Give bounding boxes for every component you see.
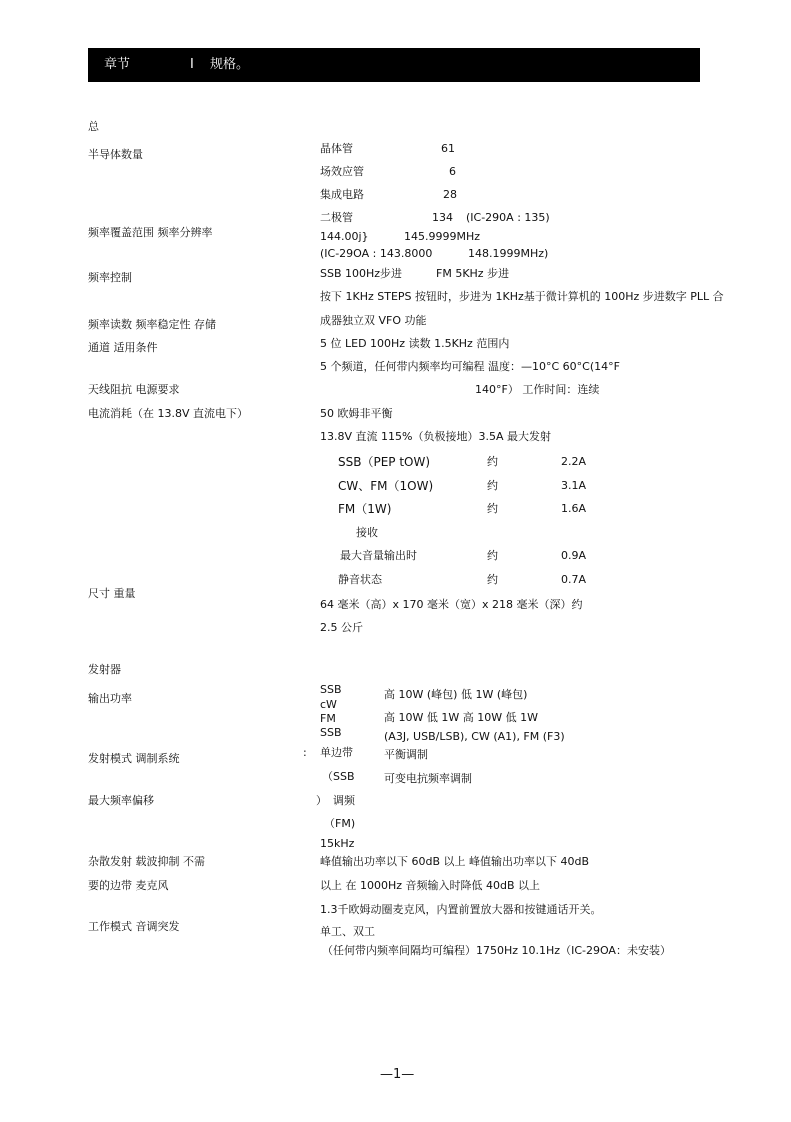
spurious-text: 峰值输出功率以下 60dB 以上 峰值输出功率以下 40dB — [320, 855, 590, 868]
current-squelch-approx: 约 — [487, 573, 498, 586]
steps-line-1: 按下 1KHz STEPS 按钮时，步进为 1KHz基于微计算机的 100Hz 步进数字 PLL 合 — [320, 290, 724, 303]
semi-fet-label: 场效应管 — [320, 165, 364, 178]
chapter-header-bar — [88, 48, 700, 82]
current-cwfm-value: 3.1A — [561, 479, 587, 492]
channels-line-1: 5 个频道，任何带内频率均可编程 温度：—10°C 60°C(14°F — [320, 360, 620, 373]
power-requirement: 13.8V 直流 115%（负极接地）3.5A 最大发射 — [320, 430, 551, 443]
current-receive-label: 接收 — [356, 526, 378, 539]
mode-ssb-value: (A3J, USB/LSB), CW (A1), FM (F3) — [384, 730, 565, 743]
current-ssb-label: SSB（PEP tOW) — [338, 455, 431, 469]
current-ssb-value: 2.2A — [561, 455, 587, 468]
label-freq-readout: 频率读数 频率稳定性 存储 — [88, 318, 216, 331]
mode-sideband-label: 单边带 — [320, 746, 353, 759]
tone-burst-text: （任何带内频率间隔均可编程）1750Hz 10.1Hz（IC-29OA：未安装） — [322, 944, 671, 957]
current-maxaudio-label: 最大音量输出时 — [340, 549, 417, 562]
mode-fm-mod-value: 可变电抗频率调制 — [384, 772, 472, 785]
current-fm-approx: 约 — [487, 502, 498, 515]
chapter-title: 规格。 — [210, 57, 250, 72]
general-heading: 总 — [88, 120, 99, 133]
current-squelch-value: 0.7A — [561, 573, 587, 586]
label-dimensions: 尺寸 重量 — [88, 587, 136, 600]
label-unwanted-sideband: 要的边带 麦克风 — [88, 879, 169, 892]
semi-diode-value: 134 — [432, 211, 453, 224]
semi-diode-label: 二极管 — [320, 211, 353, 224]
label-current-drain: 电流消耗（在 13.8V 直流电下） — [88, 407, 249, 420]
semi-diode-note: (IC-290A : 135) — [466, 211, 550, 224]
freq-ic-note: (IC-29OA : 143.8000 — [320, 247, 433, 260]
semi-transistor-label: 晶体管 — [320, 142, 353, 155]
label-spurious: 杂散发射 载波抑制 不需 — [88, 855, 205, 868]
label-max-deviation: 最大频率偏移 — [88, 794, 154, 807]
sideband-supp-text: 以上 在 1000Hz 音频输入时降低 40dB 以上 — [320, 879, 541, 892]
current-squelch-label: 静音状态 — [338, 573, 382, 586]
current-maxaudio-value: 0.9A — [561, 549, 587, 562]
label-emission-modulation: 发射模式 调制系统 — [88, 752, 180, 765]
semi-transistor-value: 61 — [441, 142, 455, 155]
mode-ssb-label: SSB — [320, 726, 342, 739]
chapter-label: 章节 — [104, 57, 131, 72]
dimensions-text: 64 毫米（高）x 170 毫米（宽）x 218 毫米（深）约 — [320, 598, 583, 611]
mode-sideband-value: 平衡调制 — [384, 748, 428, 761]
mode-fm-paren: （FM) — [324, 817, 356, 830]
label-freq-coverage: 频率覆盖范围 频率分辨率 — [88, 226, 213, 239]
semi-ic-label: 集成电路 — [320, 188, 364, 201]
label-freq-control: 频率控制 — [88, 271, 132, 284]
current-fm-label: FM（1W) — [338, 502, 392, 516]
power-fm-label: FM — [320, 712, 336, 725]
current-maxaudio-approx: 约 — [487, 549, 498, 562]
power-fm-value: 高 10W 低 1W 高 10W 低 1W — [384, 711, 538, 724]
freq-range-start: 144.00j} — [320, 230, 369, 243]
current-cwfm-approx: 约 — [487, 479, 498, 492]
fm-step: FM 5KHz 步进 — [436, 267, 510, 280]
power-ssb-value: 高 10W (峰包) 低 1W (峰包) — [384, 688, 528, 701]
semi-ic-value: 28 — [443, 188, 457, 201]
steps-line-2: 成器独立双 VFO 功能 — [320, 314, 427, 327]
label-output-power: 输出功率 — [88, 692, 132, 705]
mode-paren-close: ） — [316, 794, 327, 807]
power-cw-label: cW — [320, 698, 337, 711]
current-cwfm-label: CW、FM（1OW) — [338, 479, 434, 493]
label-antenna-power: 天线阻抗 电源要求 — [88, 383, 180, 396]
max-deviation-value: 15kHz — [320, 837, 355, 850]
power-ssb-label: SSB — [320, 683, 342, 696]
semi-fet-value: 6 — [449, 165, 456, 178]
operating-mode-text: 单工、双工 — [320, 925, 375, 938]
mode-colon: : — [303, 746, 307, 759]
mode-ssb-paren: （SSB — [322, 770, 355, 783]
label-channels: 通道 适用条件 — [88, 341, 158, 354]
ssb-step: SSB 100Hz步进 — [320, 267, 403, 280]
mode-fm-mod-label: 调频 — [333, 794, 355, 807]
page-number: —1— — [380, 1067, 415, 1082]
mic-text: 1.3千欧姆动圈麦克风，内置前置放大器和按键通话开关。 — [320, 903, 602, 916]
label-mode-tone: 工作模式 音调突发 — [88, 920, 180, 933]
freq-ic-note-end: 148.1999MHz) — [468, 247, 549, 260]
freq-range-end: 145.9999MHz — [404, 230, 481, 243]
current-ssb-approx: 约 — [487, 455, 498, 468]
current-fm-value: 1.6A — [561, 502, 587, 515]
chapter-divider: I — [190, 57, 194, 72]
weight-text: 2.5 公斤 — [320, 621, 363, 634]
antenna-impedance: 50 欧姆非平衡 — [320, 407, 393, 420]
readout-text: 5 位 LED 100Hz 读数 1.5KHz 范围内 — [320, 337, 510, 350]
transmitter-heading: 发射器 — [88, 663, 121, 676]
label-semiconductors: 半导体数量 — [88, 148, 143, 161]
channels-line-2: 140°F） 工作时间：连续 — [475, 383, 600, 396]
